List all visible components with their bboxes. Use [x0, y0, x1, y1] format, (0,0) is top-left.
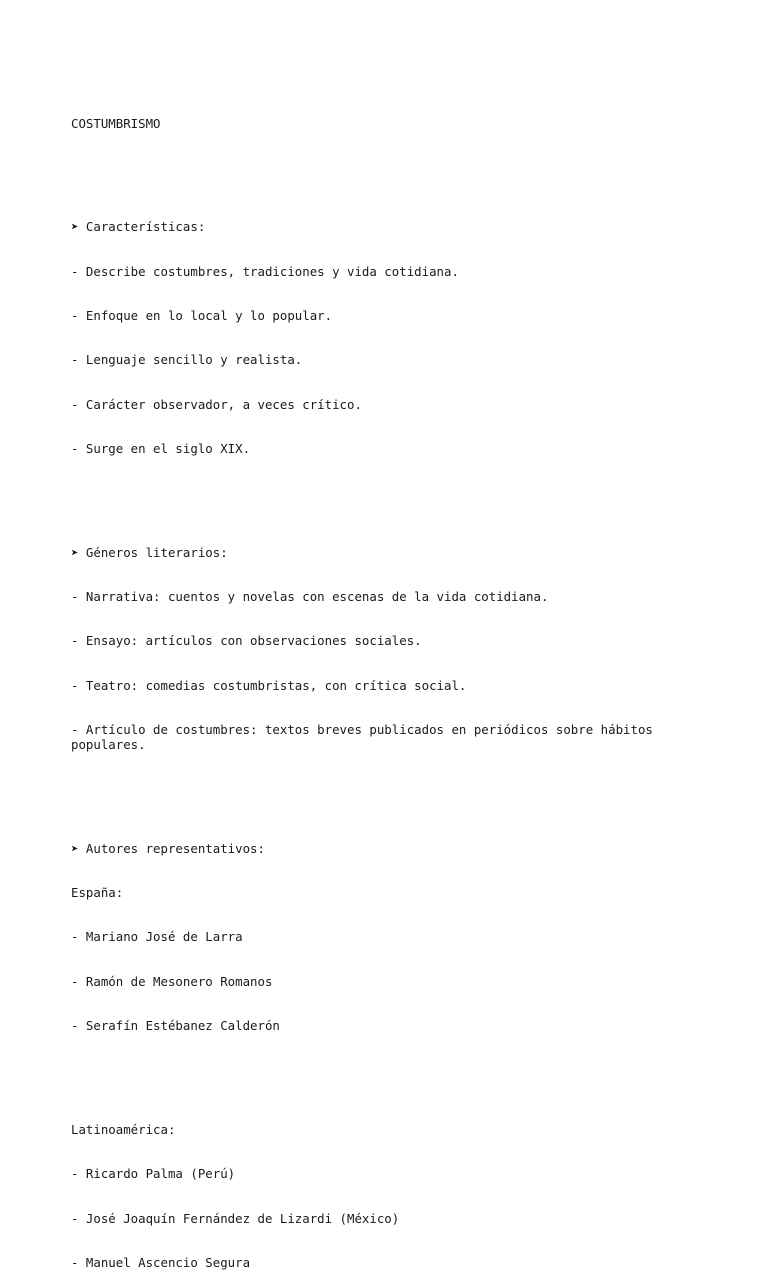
spacer: [71, 161, 731, 176]
list-item: - Ensayo: artículos con observaciones sociales.: [71, 633, 422, 649]
list-item: - Serafín Estébanez Calderón: [71, 1018, 280, 1034]
list-item: - Ramón de Mesonero Romanos: [71, 973, 273, 989]
subheading-latinoamerica: Latinoamérica:: [71, 1121, 176, 1137]
subheading-espana: España:: [71, 885, 124, 901]
section-heading-caracteristicas: ➤ Características:: [71, 219, 206, 235]
list-item: - Manuel Ascencio Segura: [71, 1254, 251, 1270]
list-item: - Ricardo Palma (Perú): [71, 1166, 236, 1182]
list-item: - Narrativa: cuentos y novelas con escenas de la vida cotidiana.: [71, 589, 549, 605]
spacer: [71, 782, 731, 797]
list-item: - Describe costumbres, tradiciones y vida cotidiana.: [71, 263, 459, 279]
section-heading-generos: ➤ Géneros literarios:: [71, 544, 228, 560]
list-item: - Mariano José de Larra: [71, 929, 243, 945]
spacer: [71, 1064, 731, 1079]
document-body: [71, 87, 731, 1286]
section-heading-autores: ➤ Autores representativos:: [71, 840, 265, 856]
list-item: - Teatro: comedias costumbristas, con crítica social.: [71, 677, 467, 693]
list-item: - Surge en el siglo XIX.: [71, 441, 251, 457]
document-title: COSTUMBRISMO: [71, 115, 161, 131]
list-item: - Enfoque en lo local y lo popular.: [71, 307, 333, 323]
list-item: - Artículo de costumbres: textos breves publicados en periódicos sobre hábitos populares.: [71, 722, 661, 753]
list-item: - José Joaquín Fernández de Lizardi (México): [71, 1210, 400, 1226]
list-item: - Carácter observador, a veces crítico.: [71, 396, 362, 412]
list-item: - Lenguaje sencillo y realista.: [71, 352, 303, 368]
spacer: [71, 487, 731, 502]
